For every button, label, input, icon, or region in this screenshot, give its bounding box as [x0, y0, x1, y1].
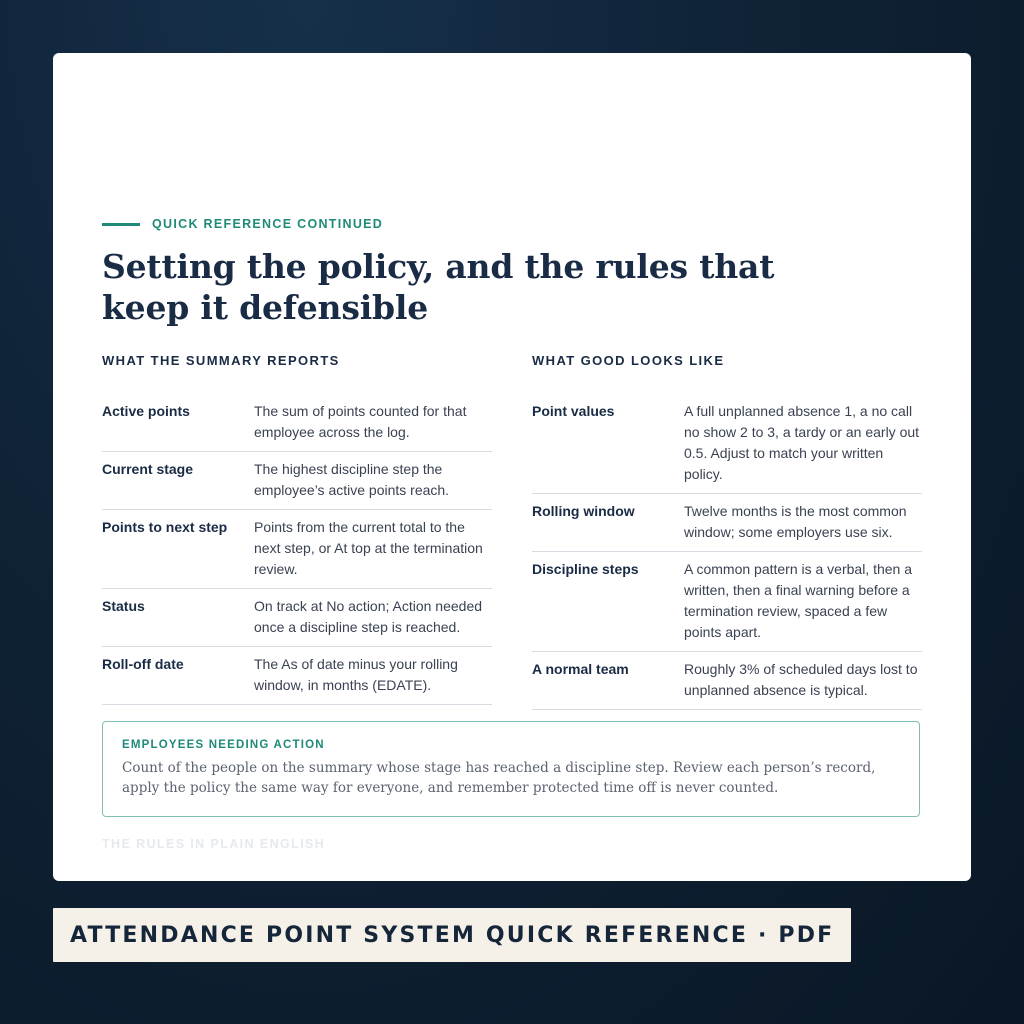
row-term: A normal team: [532, 661, 629, 677]
table-row: [532, 652, 922, 710]
table-row: [102, 589, 492, 647]
employees-needing-action-callout: [102, 721, 920, 817]
row-term: Rolling window: [532, 503, 635, 519]
row-definition: The sum of points counted for that employee across the log.: [254, 403, 467, 440]
table-row: [532, 494, 922, 552]
row-definition: A common pattern is a verbal, then a written, then a final warning before a termination review, spaced a few points apart.: [684, 561, 913, 640]
table-row: [102, 510, 492, 589]
good-looks-like-heading: WHAT GOOD LOOKS LIKE: [532, 353, 725, 368]
caption-text: ATTENDANCE POINT SYSTEM QUICK REFERENCE · PDF: [70, 922, 835, 948]
caption-banner: [53, 908, 851, 962]
row-term: Current stage: [102, 461, 194, 477]
summary-reports-heading: WHAT THE SUMMARY REPORTS: [102, 353, 340, 368]
row-definition: Points from the current total to the next step, or At top at the termination review.: [254, 519, 483, 577]
table-row: [102, 647, 492, 705]
row-term: Active points: [102, 403, 190, 419]
row-term: Points to next step: [102, 519, 228, 535]
callout-heading: EMPLOYEES NEEDING ACTION: [122, 739, 325, 751]
summary-reports-column: [102, 352, 492, 705]
row-definition: A full unplanned absence 1, a no call no show 2 to 3, a tardy or an early out 0.5. Adjust to match your written policy.: [684, 403, 920, 482]
row-term: Discipline steps: [532, 561, 639, 577]
row-definition: On track at No action; Action needed once a discipline step is reached.: [254, 598, 483, 635]
table-row: [102, 452, 492, 510]
eyebrow-rule: [102, 223, 140, 226]
page-title: Setting the policy, and the rules that keep it defensible: [102, 247, 775, 327]
row-definition: Roughly 3% of scheduled days lost to unplanned absence is typical.: [684, 661, 918, 698]
good-looks-like-column: [532, 352, 922, 710]
table-row: [102, 394, 492, 452]
row-term: Roll-off date: [102, 656, 184, 672]
callout-body: Count of the people on the summary whose stage has reached a discipline step. Review each person’s record, apply the policy the same way for everyone, and remember protected time off is never counted.: [122, 760, 876, 796]
row-definition: The As of date minus your rolling window, in months (EDATE).: [254, 656, 458, 693]
row-definition: Twelve months is the most common window; some employers use six.: [684, 503, 907, 540]
row-definition: The highest discipline step the employee’s active points reach.: [254, 461, 450, 498]
row-term: Status: [102, 598, 145, 614]
section-eyebrow: [102, 216, 383, 232]
table-row: [532, 394, 922, 494]
document-page: [53, 53, 971, 881]
eyebrow-label: QUICK REFERENCE CONTINUED: [152, 217, 384, 231]
next-section-heading: THE RULES IN PLAIN ENGLISH: [102, 837, 326, 851]
table-row: [532, 552, 922, 652]
row-term: Point values: [532, 403, 615, 419]
